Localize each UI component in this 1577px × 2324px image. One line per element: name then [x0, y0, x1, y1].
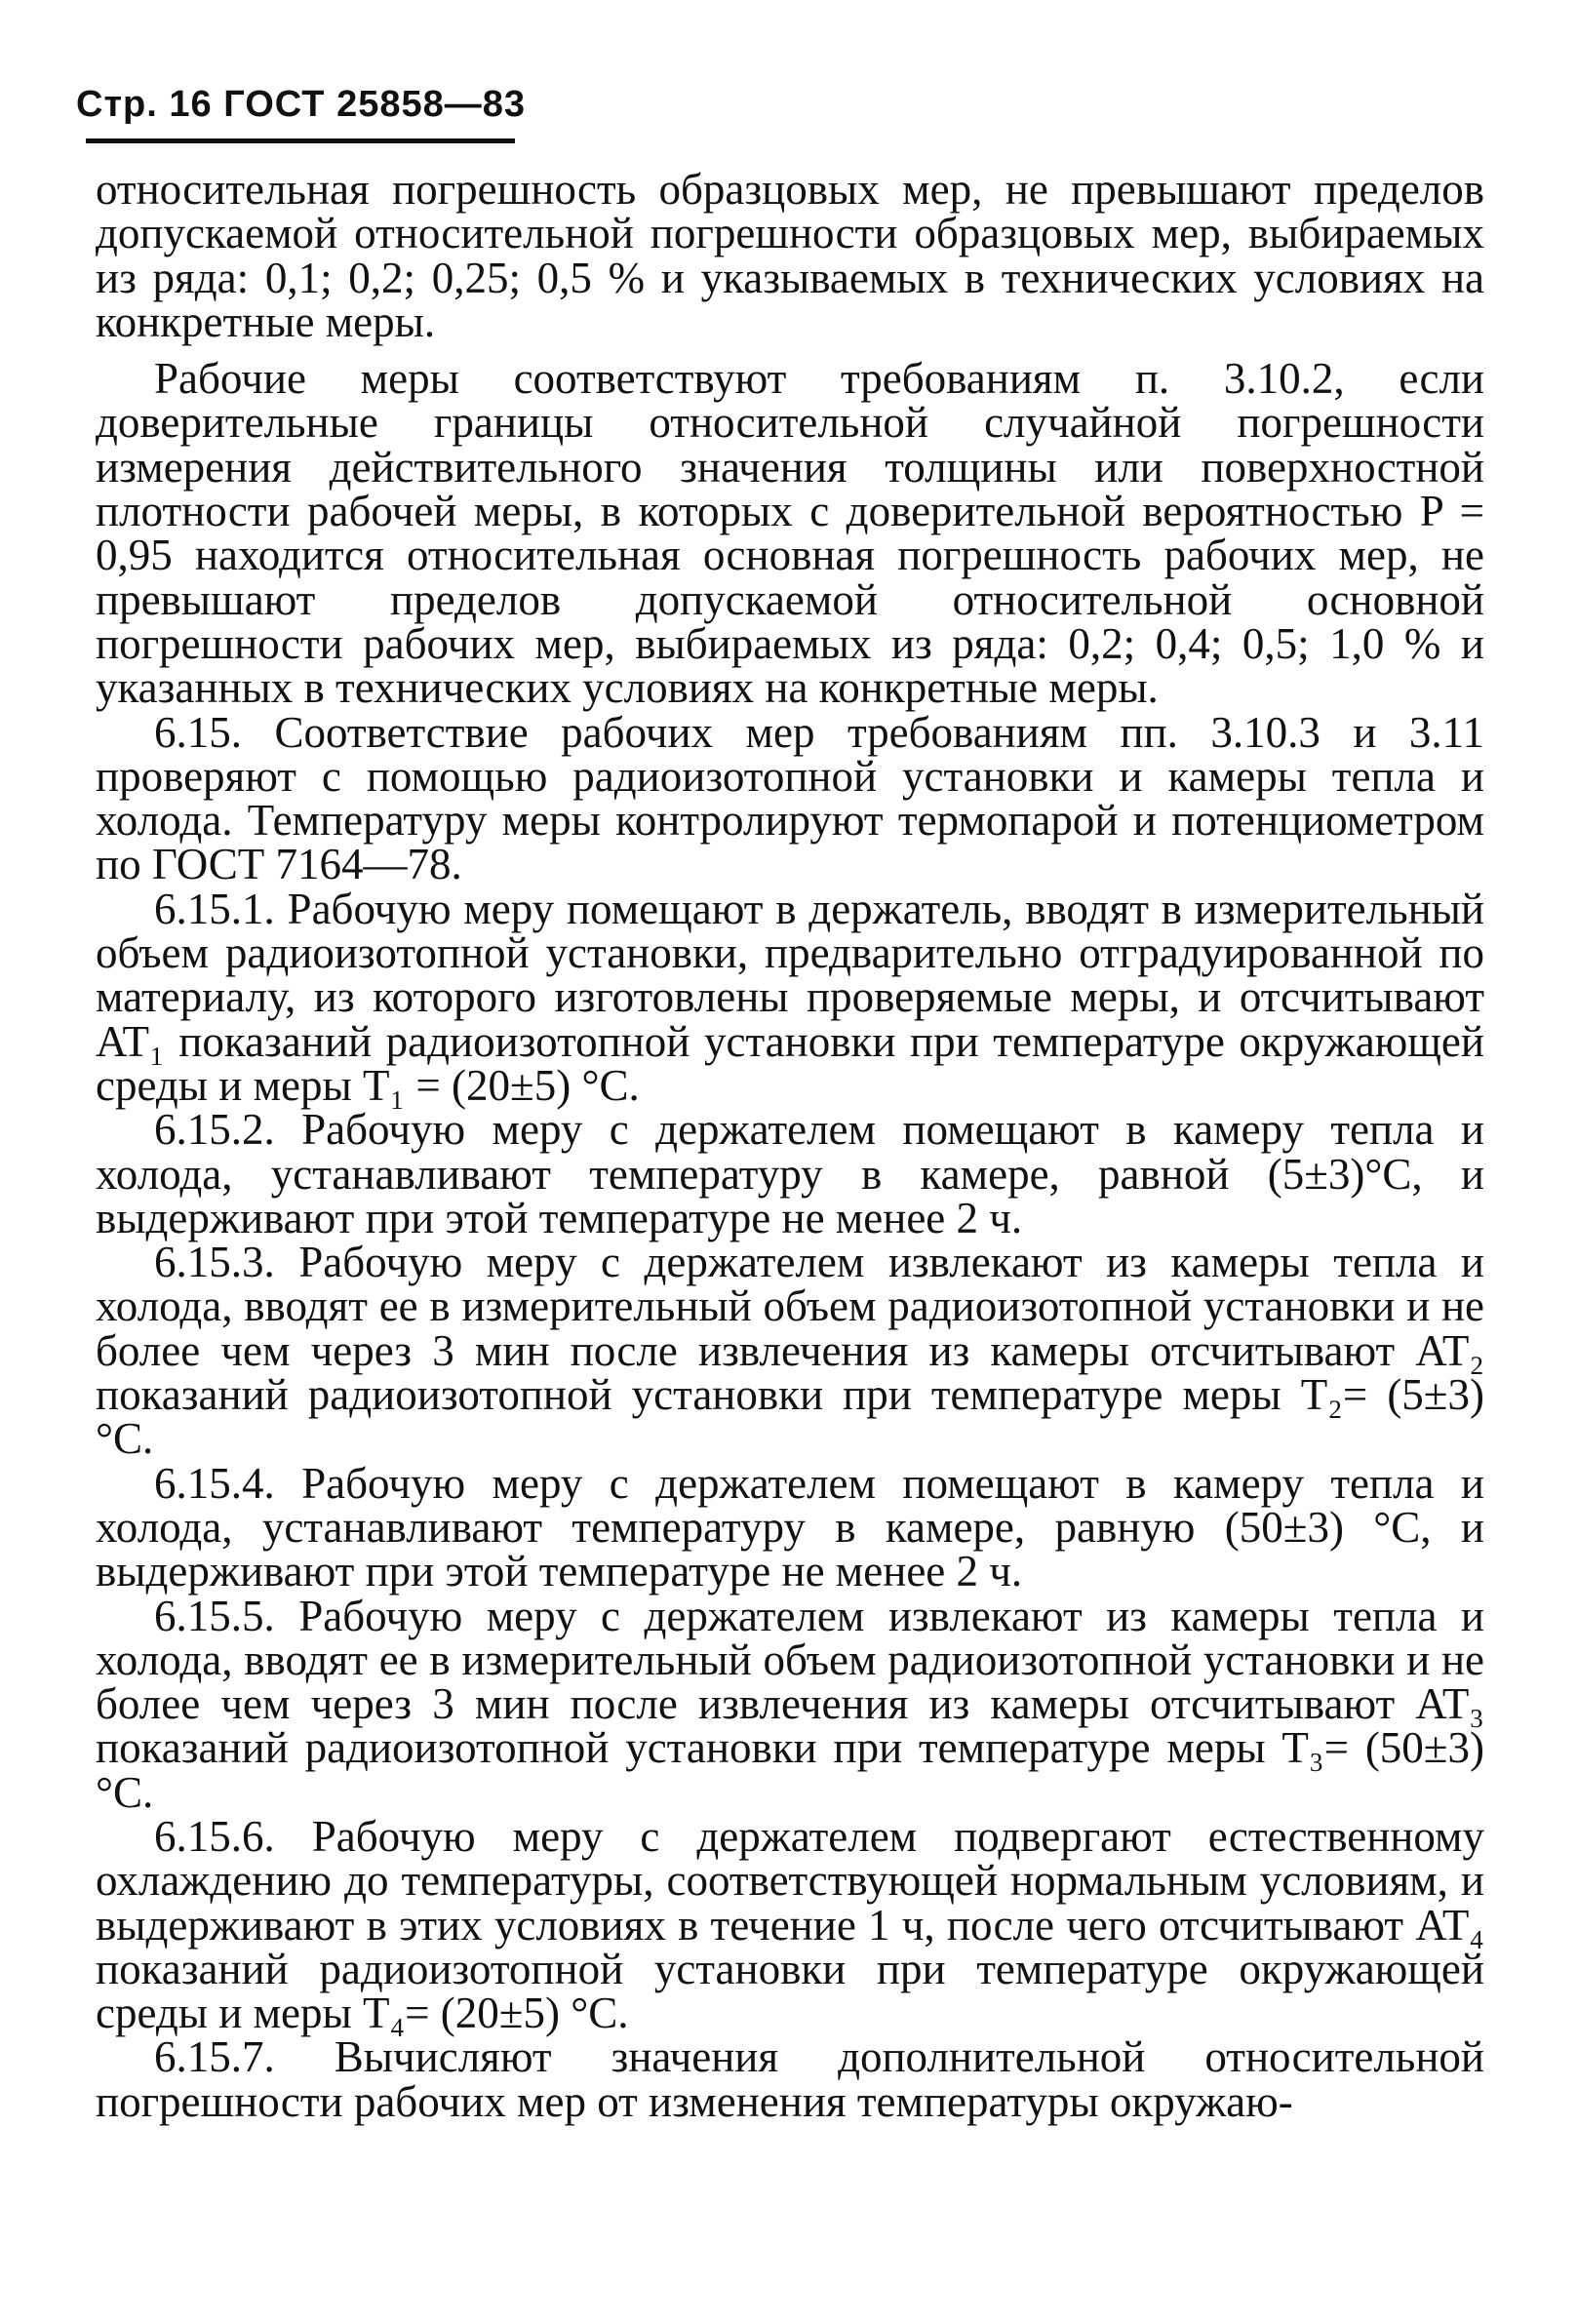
paragraph-6-15-4: 6.15.4. Рабочую меру с держателем помещают в камеру тепла и холода, устанавливают температуру в камере, равную (50±3) °С, и выдерживают при этой температуре не менее 2 ч.	[96, 1458, 1484, 1596]
paragraph-6-15-1: 6.15.1. Рабочую меру помещают в держатель, вводят в измерительный объем радиоизотопной установки, предварительно отградуированной по материалу, из которого изготовлены проверяемые меры, и отсчитывают AT₁ показаний радиоизотопной установки при температуре окружающей среды и меры T₁ = (20±5) °С.	[96, 884, 1484, 1110]
paragraph-6-15-3: 6.15.3. Рабочую меру с держателем извлекают из камеры тепла и холода, вводят ее в измерительный объем радиоизотопной установки и не более чем через 3 мин после извлечения из камеры отсчитывают AT₂ показаний радиоизотопной установки при температуре меры T₂= (5±3) °С.	[96, 1238, 1484, 1464]
paragraph-continuation: относительная погрешность образцовых мер, не превышают пределов допускаемой относительной погрешности образцовых мер, выбираемых из ряда: 0,1; 0,2; 0,25; 0,5 % и указываемых в технических условиях на конкретные меры.	[96, 165, 1484, 346]
header-rule	[86, 138, 515, 143]
paragraph-6-15-5: 6.15.5. Рабочую меру с держателем извлекают из камеры тепла и холода, вводят ее в измерительный объем радиоизотопной установки и не более чем через 3 мин после извлечения из камеры отсчитывают AT₃ показаний радиоизотопной установки при температуре меры T₃= (50±3) °С.	[96, 1591, 1484, 1817]
paragraph-6-15-2: 6.15.2. Рабочую меру с держателем помещают в камеру тепла и холода, устанавливают температуру в камере, равной (5±3)°С, и выдерживают при этой температуре не менее 2 ч.	[96, 1105, 1484, 1242]
paragraph-6-15: 6.15. Соответствие рабочих мер требованиям пп. 3.10.3 и 3.11 проверяют с помощью радиоизотопной установки и камеры тепла и холода. Температуру меры контролируют термопарой и потенциометром по ГОСТ 7164—78.	[96, 707, 1484, 889]
page-header: Стр. 16 ГОСТ 25858—83	[76, 84, 527, 125]
paragraph-6-15-6: 6.15.6. Рабочую меру с держателем подвергают естественному охлаждению до температуры, соответствующей нормальным условиям, и выдерживают в этих условиях в течение 1 ч, после чего отсчитывают AT₄ показаний радиоизотопной установки при температуре окружающей среды и меры T₄= (20±5) °С.	[96, 1811, 1484, 2038]
paragraph-working-measures: Рабочие меры соответствуют требованиям п. 3.10.2, если доверительные границы относительной случайной погрешности измерения действительного значения толщины или поверхностной плотности рабочей меры, в которых с доверительной вероятностью P = 0,95 находится относительная основная погрешность рабочих мер, не превышают пределов допускаемой относительной основной погрешности рабочих мер, выбираемых из ряда: 0,2; 0,4; 0,5; 1,0 % и указанных в технических условиях на конкретные меры.	[96, 354, 1484, 713]
document-body	[96, 165, 1484, 2126]
paragraph-6-15-7: 6.15.7. Вычисляют значения дополнительной относительной погрешности рабочих мер от изменения температуры окружаю-	[96, 2032, 1484, 2126]
